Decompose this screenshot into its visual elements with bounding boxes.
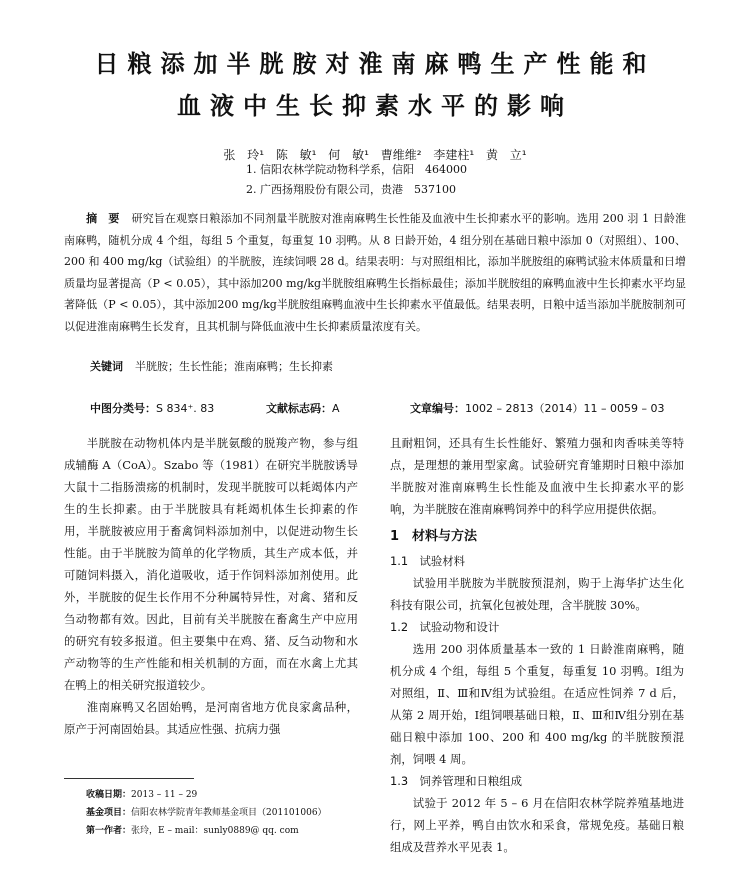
article-number-value: 1002 – 2813（2014）11 – 0059 – 03: [465, 402, 665, 415]
keywords: [90, 358, 333, 374]
first-author-label: 第一作者：: [86, 826, 132, 836]
clc-number: [90, 400, 214, 416]
doc-code-value: A: [332, 402, 340, 415]
footnotes: [86, 786, 327, 840]
first-author-value: 张玲，E – mail：sunly0889@ qq. com: [131, 826, 299, 836]
abstract: [64, 208, 686, 337]
body-paragraph: 且耐粗饲，还具有生长性能好、繁殖力强和肉香味美等特点，是理想的兼用型家禽。试验研究育雏期时日粮中添加半胱胺对淮南麻鸭生长性能及血液中生长抑素水平的影响，为半胱胺在淮南麻鸭饲养中的科学应用提供依据。: [390, 436, 684, 516]
abstract-label: 摘 要: [86, 212, 120, 225]
received-date: [86, 786, 327, 804]
fund-label: 基金项目：: [86, 808, 132, 818]
fund-info: [86, 804, 327, 822]
article-number-label: 文章编号：: [410, 402, 465, 415]
subsection-heading: 1.3 饲养管理和日粮组成: [390, 774, 523, 788]
clc-value: S 834⁺. 83: [156, 402, 215, 415]
clc-label: 中图分类号：: [90, 402, 156, 415]
body-paragraph: 半胱胺在动物机体内是半胱氨酸的脱羧产物，参与组成辅酶 A（CoA）。Szabo 等（1981）在研究半胱胺诱导大鼠十二指肠溃疡的机制时，发现半胱胺可以耗竭体内产生的生长抑素。由于半胱胺具有耗竭机体生长抑素的作用，半胱胺被应用于畜禽饲料添加剂中，以促进动物生长性能。由于半胱胺为简单的化学物质，其生产成本低，并可随饲料摄入，消化道吸收，适于作饲料添加剂使用。此外，半胱胺的促生长作用不分种属特异性，对禽、猪和反刍动物都有效。因此，目前有关半胱胺在畜禽生产中应用的研究有较多报道。但主要集中在鸡、猪、反刍动物和水产动物等的生产性能和相关机制的方面，而在水禽上尤其在鸭上的相关研究报道较少。: [64, 436, 358, 692]
footnote-divider: [64, 778, 194, 779]
doc-code-label: 文献标志码：: [266, 402, 332, 415]
keywords-text: 半胱胺；生长性能；淮南麻鸭；生长抑素: [135, 360, 333, 373]
received-value: 2013 – 11 – 29: [131, 790, 198, 800]
right-column: [390, 432, 684, 858]
left-column: [64, 432, 358, 740]
body-paragraph: 淮南麻鸭又名固始鸭，是河南省地方优良家禽品种，原产于河南固始县。其适应性强、抗病力强: [64, 700, 358, 736]
body-paragraph: 试验于 2012 年 5 – 6 月在信阳农林学院养殖基地进行，网上平养，鸭自由饮水和采食，常规免疫。基础日粮组成及营养水平见表 1。: [390, 796, 684, 854]
body-paragraph: 选用 200 羽体质量基本一致的 1 日龄淮南麻鸭，随机分成 4 个组，每组 5 个重复，每重复 10 羽鸭。Ⅰ组为对照组，Ⅱ、Ⅲ和Ⅳ组为试验组。在适应性饲养 7 d 后，从第 2 周开始，Ⅰ组饲喂基础日粮，Ⅱ、Ⅲ和Ⅳ组分别在基础日粮中添加 100、200 和 400 mg/kg 的半胱胺预混剂，饲喂 4 周。: [390, 642, 684, 766]
author-list: 张 玲¹ 陈 敏¹ 何 敏¹ 曹维维² 李建柱¹ 黄 立¹: [223, 148, 527, 162]
document-code: [266, 400, 340, 416]
paper-title-line-1: 日粮添加半胱胺对淮南麻鸭生产性能和: [94, 50, 656, 78]
article-number: [410, 400, 664, 416]
abstract-text: 研究旨在观察日粮添加不同剂量半胱胺对淮南麻鸭生长性能及血液中生长抑素水平的影响。选用 200 羽 1 日龄淮南麻鸭，随机分成 4 个组，每组 5 个重复，每重复 10 羽鸭。从 8 日龄开始，4 组分别在基础日粮中添加 0（对照组）、100、200 和 400 mg/kg（试验组）的半胱胺，连续饲喂 28 d。结果表明：与对照组相比，添加半胱胺组的麻鸭试验末体质量和日增质量均显著提高（P < 0.05），其中添加200 mg/kg半胱胺组麻鸭生长指标最佳；添加半胱胺组的麻鸭血液中生长抑素水平均显著降低（P < 0.05），其中添加200 mg/kg半胱胺组麻鸭血液中生长抑素水平值最低。结果表明，日粮中适当添加半胱胺制剂可以促进淮南麻鸭生长发育，且其机制与降低血液中生长抑素质量浓度有关。: [64, 212, 686, 333]
paper-title-line-2: 血液中生长抑素水平的影响: [177, 92, 573, 120]
keywords-label: 关键词: [90, 360, 123, 373]
affiliation-1: 1. 信阳农林学院动物科学系，信阳 464000: [246, 163, 467, 176]
affiliation-2: 2. 广西扬翔股份有限公司，贵港 537100: [246, 183, 456, 196]
subsection-heading: 1.2 试验动物和设计: [390, 620, 500, 634]
fund-value: 信阳农林学院青年教师基金项目（201101006）: [131, 808, 327, 818]
subsection-heading: 1.1 试验材料: [390, 554, 466, 568]
first-author-info: [86, 822, 327, 840]
received-label: 收稿日期：: [86, 790, 132, 800]
section-heading: 1 材料与方法: [390, 529, 478, 544]
body-paragraph: 试验用半胱胺为半胱胺预混剂，购于上海华扩达生化科技有限公司，抗氧化包被处理，含半胱胺 30%。: [390, 576, 684, 612]
